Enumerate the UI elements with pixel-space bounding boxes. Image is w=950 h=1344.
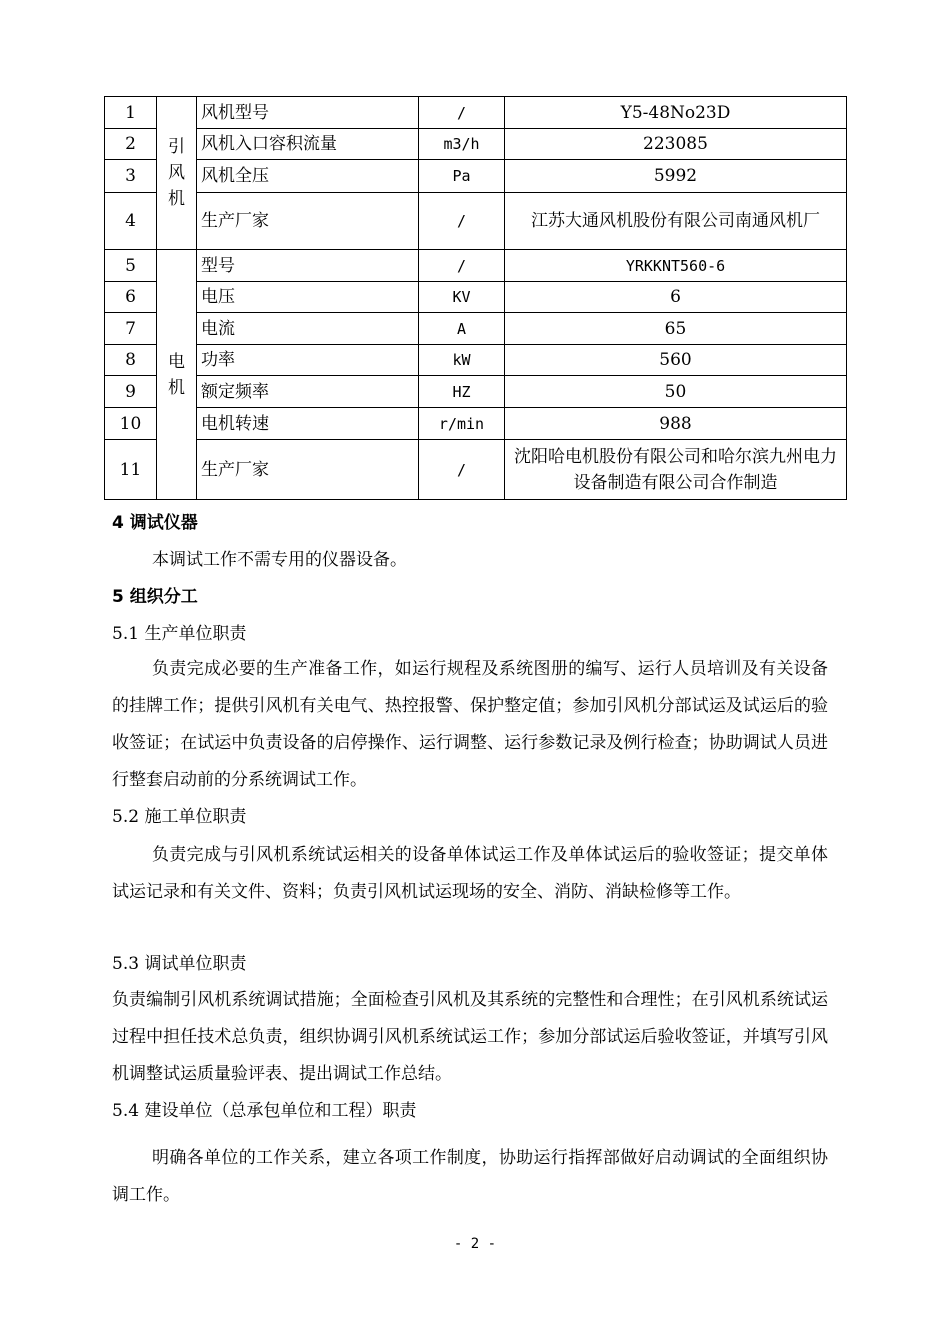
table-row bbox=[105, 376, 847, 408]
section-4-body: 本调试工作不需专用的仪器设备。 bbox=[152, 550, 407, 570]
section-5-1-body: 负责完成必要的生产准备工作，如运行规程及系统图册的编写、运行人员培训及有关设备的挂牌工作；提供引风机有关电气、热控报警、保护整定值；参加引风机分部试运及试运后的验收签证；在试运中负责设备的启停操作、运行调整、运行参数记录及例行检查；协助调试人员进行整套启动前的分系统调试工作。 bbox=[112, 659, 828, 790]
param-name: 功率 bbox=[197, 345, 419, 376]
param-value: 560 bbox=[505, 345, 847, 376]
group-label-fan: 引 风 机 bbox=[157, 97, 197, 250]
section-4-heading: 4 调试仪器 bbox=[112, 513, 198, 533]
param-name: 额定频率 bbox=[197, 376, 419, 408]
param-unit: r/min bbox=[419, 408, 505, 440]
table-row bbox=[105, 408, 847, 440]
param-name: 风机入口容积流量 bbox=[197, 129, 419, 160]
table-row bbox=[105, 313, 847, 345]
section-5-heading: 5 组织分工 bbox=[112, 587, 198, 607]
param-value: YRKKNT560-6 bbox=[505, 250, 847, 282]
param-value: 50 bbox=[505, 376, 847, 408]
param-unit: / bbox=[419, 250, 505, 282]
section-5-3-heading: 5.3 调试单位职责 bbox=[112, 954, 247, 974]
row-number: 2 bbox=[105, 129, 157, 160]
row-number: 6 bbox=[105, 282, 157, 313]
param-unit: HZ bbox=[419, 376, 505, 408]
param-name: 电流 bbox=[197, 313, 419, 345]
param-value: 5992 bbox=[505, 160, 847, 193]
section-5-4-heading: 5.4 建设单位（总承包单位和工程）职责 bbox=[112, 1101, 417, 1121]
row-number: 9 bbox=[105, 376, 157, 408]
section-5-2-body: 负责完成与引风机系统试运相关的设备单体试运工作及单体试运后的验收签证；提交单体试运记录和有关文件、资料；负责引风机试运现场的安全、消防、消缺检修等工作。 bbox=[112, 845, 828, 902]
table-row bbox=[105, 345, 847, 376]
row-number: 10 bbox=[105, 408, 157, 440]
param-value: Y5-48No23D bbox=[505, 97, 847, 129]
param-name: 生产厂家 bbox=[197, 440, 419, 500]
table-row bbox=[105, 282, 847, 313]
param-name: 电机转速 bbox=[197, 408, 419, 440]
param-unit: / bbox=[419, 440, 505, 500]
param-name: 风机型号 bbox=[197, 97, 419, 129]
param-value: 65 bbox=[505, 313, 847, 345]
param-name: 型号 bbox=[197, 250, 419, 282]
section-5-4-body: 明确各单位的工作关系，建立各项工作制度，协助运行指挥部做好启动调试的全面组织协调工作。 bbox=[112, 1148, 828, 1205]
row-number: 11 bbox=[105, 440, 157, 500]
param-value: 223085 bbox=[505, 129, 847, 160]
section-5-3-body: 负责编制引风机系统调试措施；全面检查引风机及其系统的完整性和合理性；在引风机系统试运过程中担任技术总负责，组织协调引风机系统试运工作；参加分部试运后验收签证，并填写引风机调整试运质量验评表、提出调试工作总结。 bbox=[112, 990, 828, 1084]
section-5-1-heading: 5.1 生产单位职责 bbox=[112, 624, 247, 644]
param-unit: / bbox=[419, 193, 505, 250]
param-unit: m3/h bbox=[419, 129, 505, 160]
param-value: 沈阳哈电机股份有限公司和哈尔滨九州电力设备制造有限公司合作制造 bbox=[505, 440, 847, 500]
param-unit: KV bbox=[419, 282, 505, 313]
row-number: 4 bbox=[105, 193, 157, 250]
param-name: 生产厂家 bbox=[197, 193, 419, 250]
param-value: 6 bbox=[505, 282, 847, 313]
param-value: 988 bbox=[505, 408, 847, 440]
row-number: 1 bbox=[105, 97, 157, 129]
row-number: 8 bbox=[105, 345, 157, 376]
param-unit: A bbox=[419, 313, 505, 345]
table-row bbox=[105, 97, 847, 129]
table-row bbox=[105, 160, 847, 193]
equipment-spec-table bbox=[104, 96, 847, 500]
section-5-2-heading: 5.2 施工单位职责 bbox=[112, 807, 247, 827]
table-row bbox=[105, 440, 847, 500]
param-name: 电压 bbox=[197, 282, 419, 313]
row-number: 3 bbox=[105, 160, 157, 193]
table-row bbox=[105, 129, 847, 160]
page-number: - 2 - bbox=[453, 1236, 497, 1252]
group-label-motor: 电 机 bbox=[157, 250, 197, 500]
table-row bbox=[105, 250, 847, 282]
param-unit: kW bbox=[419, 345, 505, 376]
row-number: 5 bbox=[105, 250, 157, 282]
param-name: 风机全压 bbox=[197, 160, 419, 193]
param-unit: / bbox=[419, 97, 505, 129]
table-row bbox=[105, 193, 847, 250]
param-value: 江苏大通风机股份有限公司南通风机厂 bbox=[505, 193, 847, 250]
row-number: 7 bbox=[105, 313, 157, 345]
param-unit: Pa bbox=[419, 160, 505, 193]
